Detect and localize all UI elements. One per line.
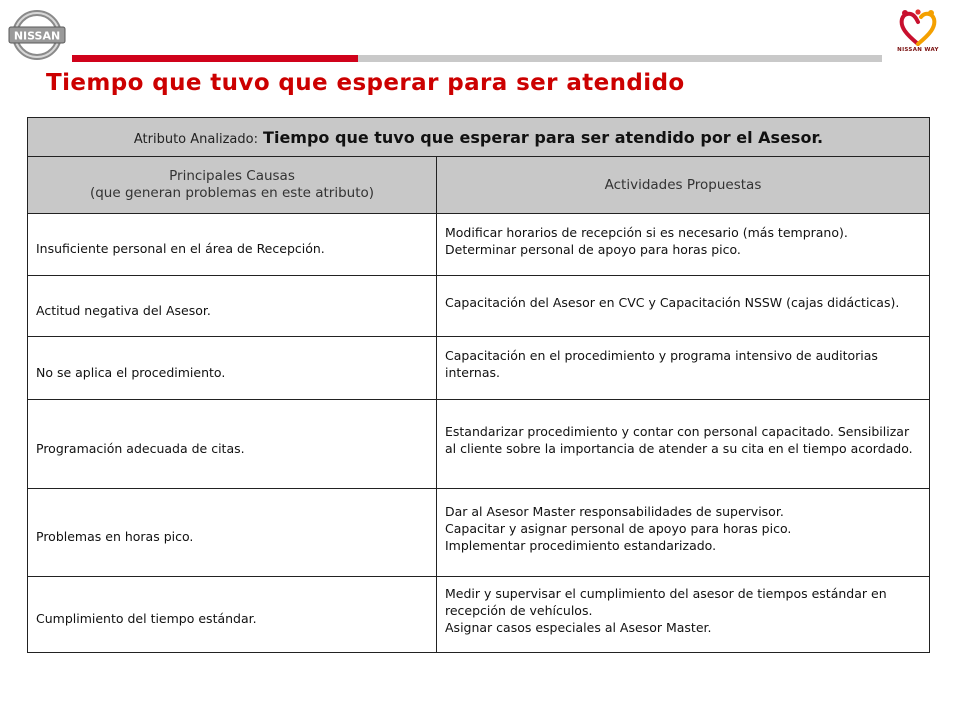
table-row <box>28 337 930 400</box>
cause-cell: Problemas en horas pico. <box>28 489 437 577</box>
attribute-label: Atributo Analizado: <box>133 131 258 147</box>
header-bar-grey <box>358 55 882 62</box>
cause-cell: Cumplimiento del tiempo estándar. <box>28 577 437 653</box>
activity-cell <box>437 577 930 653</box>
page-title: Tiempo que tuvo que esperar para ser atendido <box>46 70 685 96</box>
column-header-activities: Actividades Propuestas <box>437 157 930 214</box>
activity-cell <box>437 489 930 577</box>
analysis-table <box>27 117 930 653</box>
activity-line: Asignar casos especiales al Asesor Master. <box>445 620 712 635</box>
header-bar-red <box>72 55 358 62</box>
activity-cell: Modificar horarios de recepción si es necesario (más temprano). Determinar personal de apoyo para horas pico. <box>437 214 930 276</box>
activity-line: Capacitar y asignar personal de apoyo para horas pico. <box>445 521 792 536</box>
table-row <box>28 214 930 276</box>
cause-cell: No se aplica el procedimiento. <box>28 337 437 400</box>
table-row <box>28 489 930 577</box>
activity-cell: Estandarizar procedimiento y contar con personal capacitado. Sensibilizar al cliente sobre la importancia de atender a su cita en el tiempo acordado. <box>437 400 930 489</box>
cause-cell: Actitud negativa del Asesor. <box>28 276 437 337</box>
table-row <box>28 577 930 653</box>
attribute-header <box>28 118 930 157</box>
activity-line: Medir y supervisar el cumplimiento del asesor de tiempos estándar en recepción de vehículos. <box>445 586 887 618</box>
activity-line: Implementar procedimiento estandarizado. <box>445 538 717 553</box>
activity-cell: Capacitación en el procedimiento y programa intensivo de auditorias internas. <box>437 337 930 400</box>
cause-cell: Programación adecuada de citas. <box>28 400 437 489</box>
nissan-logo <box>8 6 66 64</box>
cause-cell: Insuficiente personal en el área de Recepción. <box>28 214 437 276</box>
nissan-way-logo: NISSAN WAY <box>888 8 948 68</box>
activity-line: Dar al Asesor Master responsabilidades de supervisor. <box>445 504 784 519</box>
table-row <box>28 400 930 489</box>
activity-cell: Capacitación del Asesor en CVC y Capacitación NSSW (cajas didácticas). <box>437 276 930 337</box>
svg-text:NISSAN: NISSAN <box>13 29 61 43</box>
table-row <box>28 276 930 337</box>
column-header-causes: Principales Causas (que generan problemas en este atributo) <box>28 157 437 214</box>
attribute-value: Tiempo que tuvo que esperar para ser atendido por el Asesor. <box>263 127 824 147</box>
